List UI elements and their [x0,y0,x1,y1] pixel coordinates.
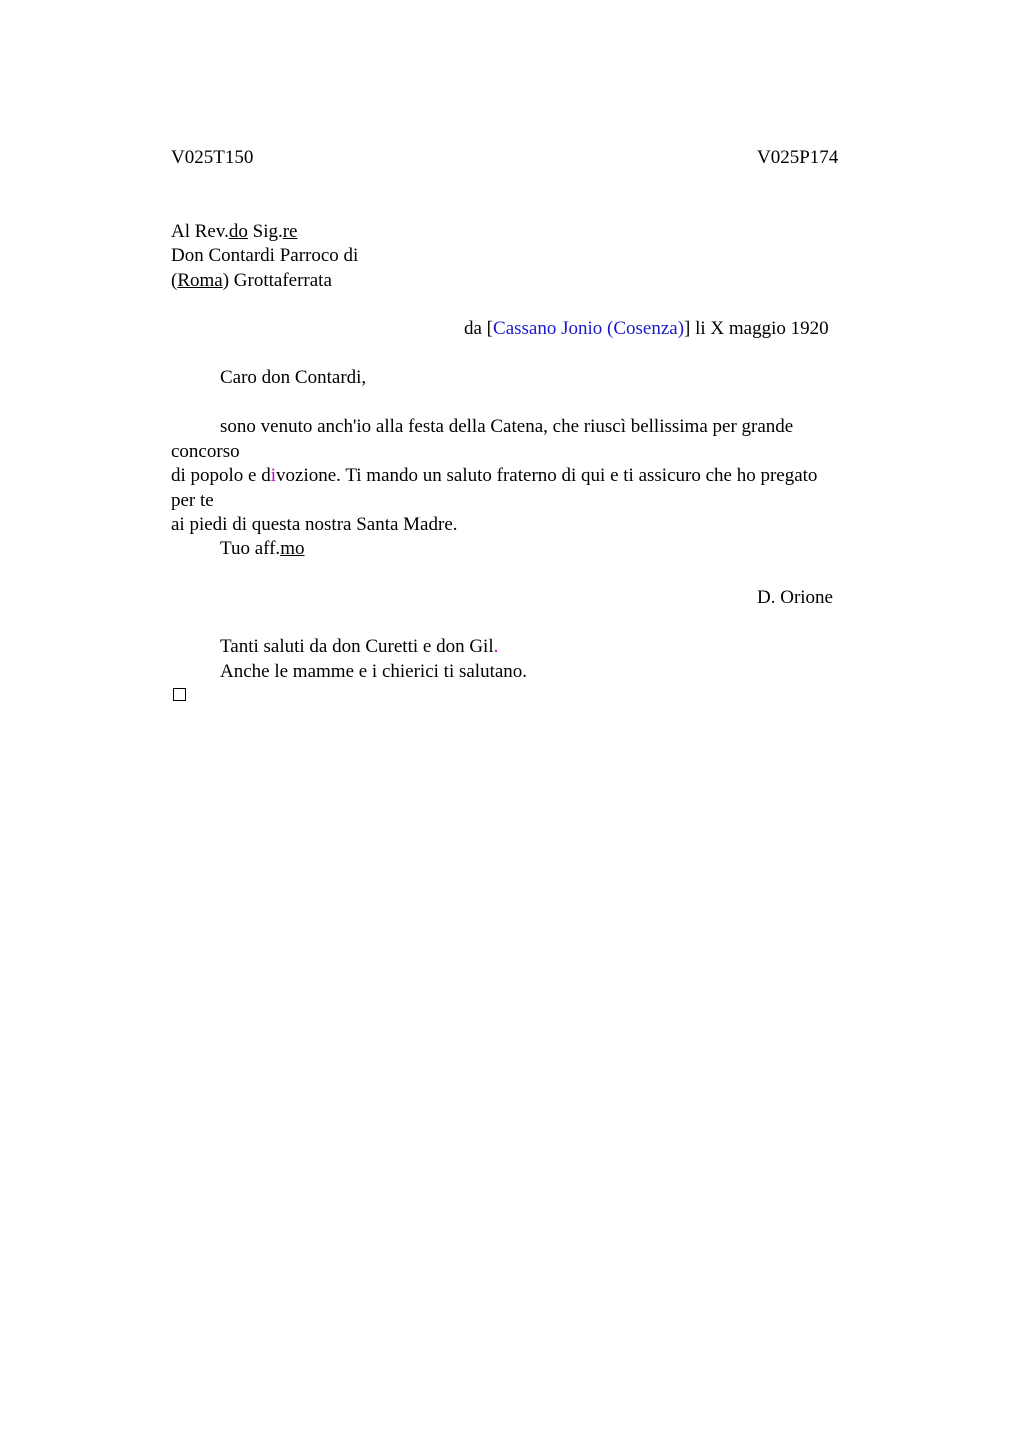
address-title-abbr-do: do [228,221,248,242]
postscript-line-2: Anche le mamme e i chierici ti salutano. [220,661,528,682]
body-line-3 [171,464,817,489]
dateline-place: Cassano Jonio (Cosenza) [493,318,685,339]
body-line-3-end: vozione. Ti mando un saluto fraterno di qui e ti assicuro che ho pregato [276,465,818,486]
address-city-rest: ) Grottaferrata [222,270,332,291]
address-paren-open: ( [171,270,178,291]
address-line-2: Don Contardi Parroco di [171,245,359,266]
body-line-3-start: di popolo e d [171,465,271,486]
postscript-line-1-dot: . [493,636,499,657]
salutation: Caro don Contardi, [220,367,367,388]
body-line-5: ai piedi di questa nostra Santa Madre. [171,514,458,535]
address-title-abbr-re: re [282,221,298,242]
dateline-suffix: ] li X maggio 1920 [684,318,829,339]
postscript-line-1 [220,635,498,660]
address-title-mid: Sig. [247,221,283,242]
postscript-line-1-text: Tanti saluti da don Curetti e don Gil [220,636,494,657]
address-title-prefix: Al Rev. [171,221,229,242]
address-line-1 [171,220,298,245]
checkbox-square-icon [173,688,186,701]
document-code-left: V025T150 [171,147,254,168]
body-line-3-highlight: i [270,465,277,486]
dateline [464,317,829,342]
closing [220,537,304,562]
body-line-4: per te [171,490,214,511]
dateline-prefix: da [ [464,318,494,339]
address-line-3 [171,269,332,294]
closing-abbr: mo [280,538,305,559]
body-line-2: concorso [171,441,240,462]
address-city-roma: Roma [177,270,223,291]
document-code-right: V025P174 [757,147,839,168]
closing-prefix: Tuo aff. [220,538,281,559]
body-line-1: sono venuto anch'io alla festa della Catena, che riuscì bellissima per grande [220,416,794,437]
signature: D. Orione [757,587,833,608]
